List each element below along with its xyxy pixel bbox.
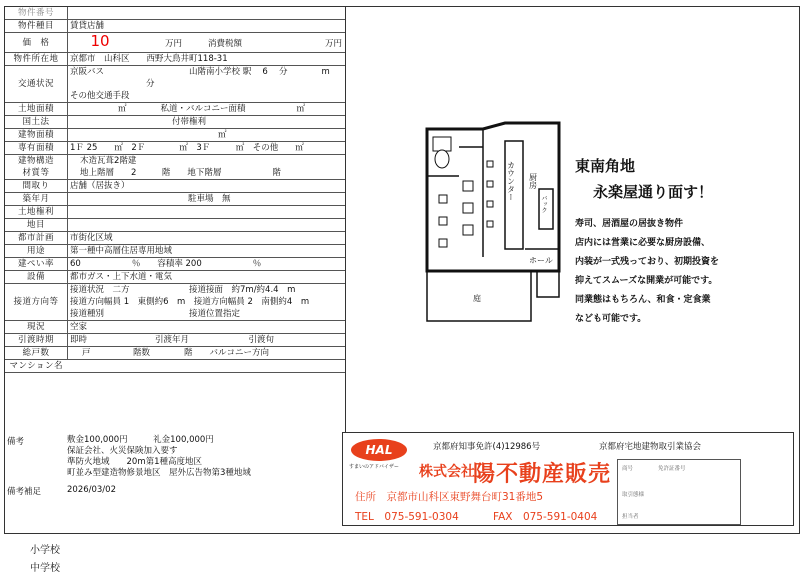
structure-value: 木造瓦葺2階建	[80, 156, 137, 166]
company-logo: HAL	[351, 439, 407, 461]
price-label: 価 格	[5, 33, 68, 53]
promo-line: 店内には営業に必要な厨房設備、	[575, 238, 711, 248]
handover-label: 引渡時期	[5, 334, 68, 347]
stamp-label: 免許証番号	[658, 466, 686, 472]
property-no-label: 物件番号	[5, 7, 68, 20]
road-label: 接道方向等	[5, 284, 68, 321]
bldg-area-value: ㎡	[68, 129, 346, 142]
dealer-stamp-box	[617, 459, 741, 525]
promo-body	[575, 215, 800, 329]
promo-line: 内装が一式残っており、初期投資を	[575, 257, 720, 267]
mansion-label: マンション名	[5, 360, 68, 373]
land-value: ㎡ 私道・バルコニー面積 ㎡	[68, 103, 346, 116]
stamp-label: 担当者	[622, 514, 639, 520]
remark-line: 敷金100,000円 礼金100,000円	[67, 435, 214, 445]
units-label: 総戸数	[5, 347, 68, 360]
promo-headline-1: 東南角地	[575, 157, 636, 175]
remarks-label: 備考	[7, 437, 25, 447]
stamp-label: 取引態様	[622, 492, 645, 498]
transport-line1: 京阪バス 山階南小学校 駅 6 分 m	[70, 67, 330, 77]
units-value: 戸 階数 階 バルコニー方向	[68, 347, 346, 360]
plan-label-kitchen: 厨房	[528, 173, 538, 189]
handover-value: 即時 引渡年月 引渡旬	[68, 334, 346, 347]
layout-value: 店舗（居抜き）	[68, 180, 346, 193]
price-unit: 万円	[164, 39, 182, 49]
promo-line: 抑えてスムーズな開業が可能です。	[575, 276, 718, 286]
type-label: 物件種目	[5, 20, 68, 33]
company-box	[342, 432, 794, 526]
plan-label-back-room: バック	[540, 195, 546, 213]
company-license: 京都府知事免許(4)12986号	[433, 442, 541, 452]
bldg-area-label: 建物面積	[5, 129, 68, 142]
city-plan-label: 都市計画	[5, 232, 68, 245]
layout-label: 間取り	[5, 180, 68, 193]
plan-label-counter: カウンター	[506, 161, 516, 201]
land-cat-label: 地目	[5, 219, 68, 232]
remark-line: 準防火地域 20m第1種高度地区	[67, 457, 203, 467]
use-label: 用途	[5, 245, 68, 258]
plan-panel	[345, 7, 800, 433]
floor-area-value: 1Ｆ 25 ㎡ 2Ｆ ㎡ 3Ｆ ㎡ その他 ㎡	[68, 142, 346, 155]
supp-value: 2026/03/02	[67, 485, 116, 495]
stamp-label: 商号	[622, 466, 634, 472]
floor-area-label: 専有面積	[5, 142, 68, 155]
use-value: 第一種中高層住居専用地域	[68, 245, 346, 258]
ratio-label: 建ぺい率	[5, 258, 68, 271]
price-value: 10	[90, 32, 110, 50]
facility-label: 設備	[5, 271, 68, 284]
law-value: 付帯権利	[68, 116, 346, 129]
facility-value: 都市ガス・上下水道・電気	[68, 271, 346, 284]
company-tel: TEL 075-591-0304	[355, 511, 459, 523]
remark-line: 町並み型建造物修景地区 屋外広告物第3種地域	[67, 468, 251, 478]
land-right-label: 土地権利	[5, 206, 68, 219]
below-line-2: 中学校	[30, 563, 60, 574]
city-plan-value: 市街化区域	[68, 232, 346, 245]
tax-label: 消費税額	[207, 39, 242, 49]
built-label: 築年月	[5, 193, 68, 206]
company-fax: FAX 075-591-0404	[493, 511, 598, 523]
road-line1: 接道状況 二方 接道接面 約7m/約4.4 m	[70, 285, 296, 295]
promo-headline-2: 永楽屋通り面す！	[593, 183, 714, 201]
transport-line3: その他交通手段	[68, 90, 346, 103]
floor-plan	[425, 121, 580, 335]
material-label: 材質等	[5, 167, 68, 180]
company-name: 陽不動産販売	[473, 462, 612, 487]
ratio-value: 60 ％ 容積率 200 ％	[68, 258, 346, 271]
status-label: 現況	[5, 321, 68, 334]
road-line3: 接道種別 接道位置指定	[68, 308, 346, 321]
law-label: 国土法	[5, 116, 68, 129]
land-label: 土地面積	[5, 103, 68, 116]
spec-panel	[5, 7, 346, 433]
company-logo-sub: すまいのアドバイザー	[349, 464, 399, 470]
status-value: 空家	[68, 321, 346, 334]
notes-panel	[5, 433, 345, 535]
type-value: 賃貸店舗	[68, 20, 346, 33]
transport-line2: 分	[146, 79, 155, 89]
company-address: 住所 京都市山科区東野舞台町31番地5	[355, 491, 544, 503]
location-label: 物件所在地	[5, 53, 68, 66]
company-type: 株式会社	[419, 464, 475, 480]
tax-unit: 万円	[324, 39, 342, 49]
supp-label: 備考補足	[7, 487, 42, 497]
structure-label: 建物構造	[5, 155, 68, 168]
location-value: 京都市 山科区 西野大鳥井町118-31	[68, 53, 346, 66]
company-association: 京都府宅地建物取引業協会	[599, 442, 702, 452]
built-value: 駐車場 無	[68, 193, 346, 206]
promo-text	[575, 153, 800, 329]
material-value: 地上階層 2 階 地下階層 階	[68, 167, 346, 180]
promo-line: なども可能です。	[575, 314, 647, 324]
spec-table	[5, 7, 345, 373]
remarks-lines	[67, 435, 251, 479]
transport-label: 交通状況	[5, 66, 68, 103]
below-line-1: 小学校	[30, 545, 60, 556]
remark-line: 保証会社、火災保険加入要す	[67, 446, 178, 456]
plan-label-hall: ホール	[529, 256, 553, 265]
plan-label-garden: 庭	[473, 294, 481, 303]
promo-line: 同業態はもちろん、和食・定食業	[575, 295, 711, 305]
promo-line: 寿司、居酒屋の居抜き物件	[575, 219, 684, 229]
road-line2: 接道方向幅員 1 東側約6 m 接道方向幅員 2 南側約4 m	[70, 297, 310, 307]
